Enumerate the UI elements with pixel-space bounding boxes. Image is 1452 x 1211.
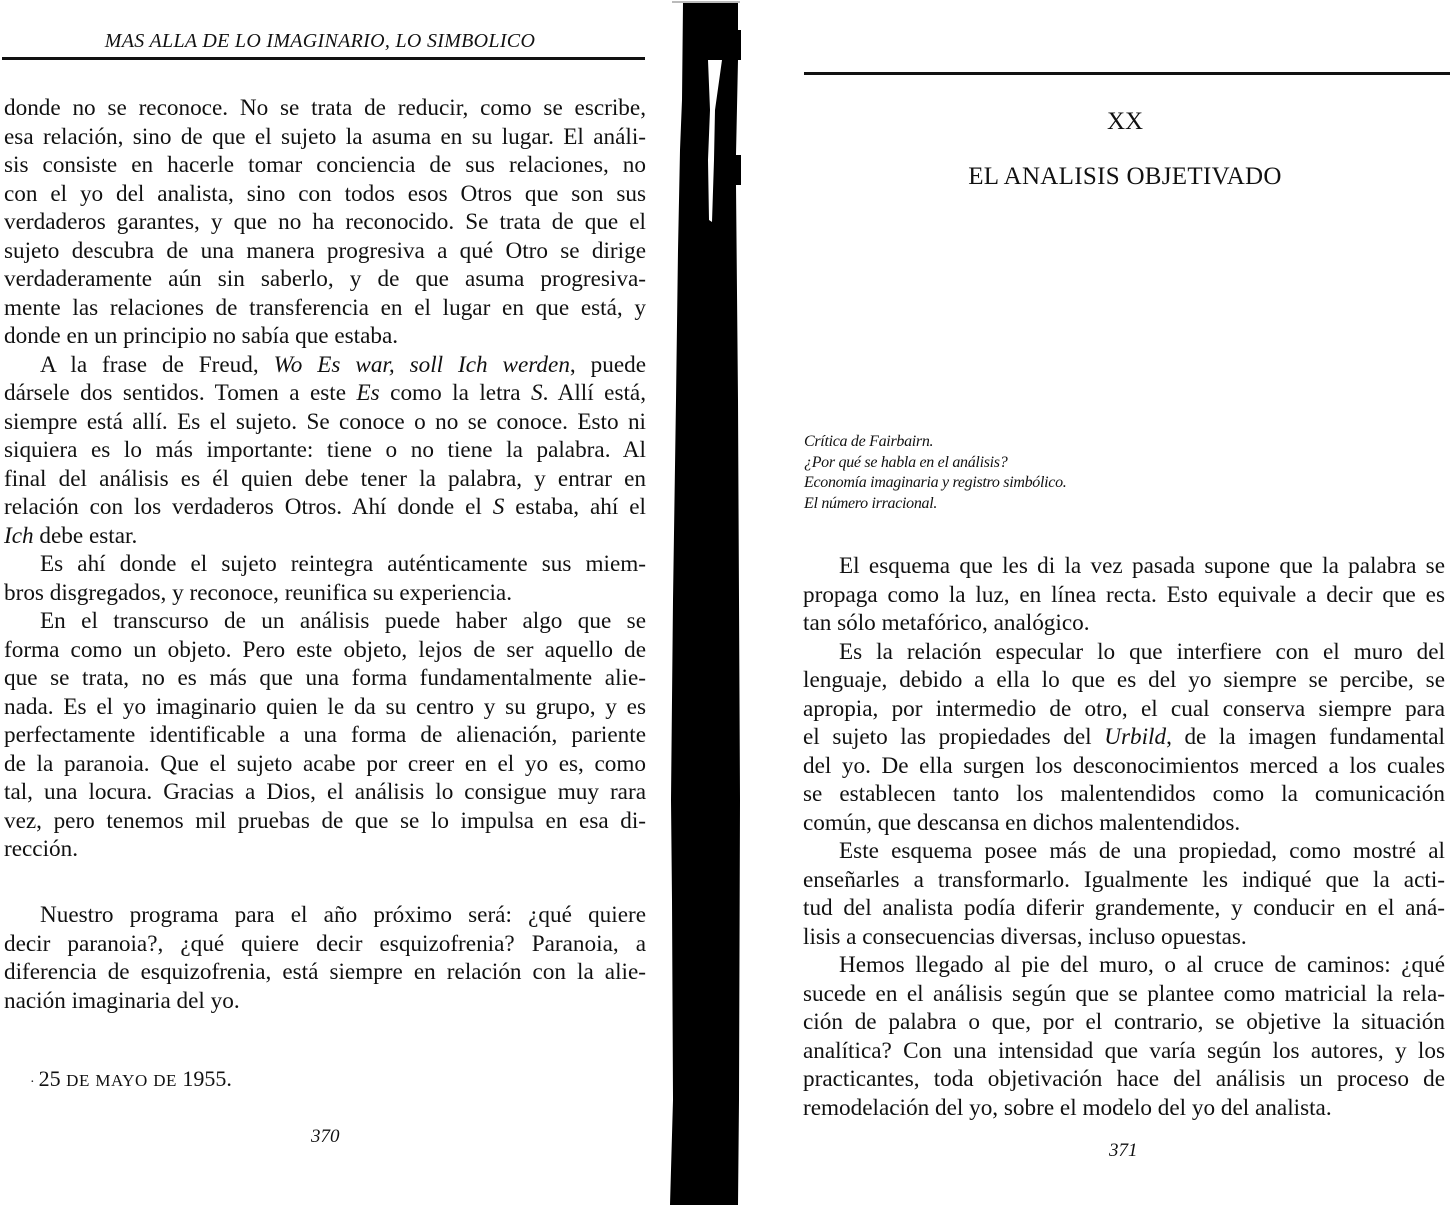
text-line: bros disgregados, y reconoce, reunifica su experiencia. [4, 579, 512, 606]
right-page [800, 0, 1452, 1211]
text-line: verdaderamente aún sin saberlo, y de que asuma progresiva- [4, 266, 646, 292]
text-line: nación imaginaria del yo. [4, 987, 240, 1014]
chapter-number: XX [1106, 108, 1144, 135]
page-number: 370 [311, 1126, 340, 1147]
text-line: sujeto descubra de una manera progresiva a qué Otro se dirige [4, 237, 646, 264]
text-line: sis consiste en hacerle tomar conciencia de sus relaciones, no [4, 152, 646, 178]
text-line: final del análisis es él quien debe tener la palabra, y entrar en [4, 465, 646, 492]
text-line: Este esquema posee más de una propiedad, como mostré al [839, 838, 1445, 864]
left-page [0, 0, 650, 1211]
text-line: En el transcurso de un análisis puede haber algo que se [40, 608, 646, 634]
stray-mark: · [30, 1075, 35, 1090]
chapter-title: EL ANALISIS OBJETIVADO [968, 163, 1282, 190]
text-line: esa relación, sino de que el sujeto la asuma en su lugar. El análi- [4, 123, 646, 150]
text-line: enseñarles a transformarlo. Igualmente les indiqué que la acti- [803, 866, 1445, 893]
chapter-summary [804, 432, 1067, 514]
text-line: tan sólo metafórico, analógico. [803, 610, 1090, 636]
text-line: se establecen tanto los malentendidos como la comunicación [803, 781, 1445, 807]
text-line: Es ahí donde el sujeto reintegra auténticamente sus miem- [40, 551, 646, 577]
summary-item: Economía imaginaria y registro simbólico. [804, 474, 1067, 491]
text-line: siquiera es lo más importante: tiene o no tiene la palabra. Al [4, 437, 646, 463]
text-line: El esquema que les di la vez pasada supone que la palabra se [839, 553, 1445, 579]
italic-quote: Wo Es war, soll Ich werden [273, 351, 570, 378]
text-line: donde no se reconoce. No se trata de reducir, como se escribe, [4, 95, 646, 121]
text-line: verdaderos garantes, y que no ha reconocido. Se trata de que el [4, 209, 646, 235]
text-line: común, que descansa en dichos malentendidos. [803, 809, 1241, 836]
text-line: perfectamente identificable a una forma de alienación, pariente [4, 722, 646, 748]
book-gutter-shadow [668, 0, 748, 1211]
text-line: ción de palabra o que, por el contrario, se objetive la situación [803, 1009, 1445, 1035]
text-line: Es la relación especular lo que interfiere con el muro del [839, 638, 1445, 665]
text-line: el sujeto las propiedades del Urbild, de la imagen fundamental [803, 724, 1445, 750]
text-line: propaga como la luz, en línea recta. Esto equivale a decir que es [803, 581, 1445, 608]
text-line: lisis a consecuencias diversas, incluso opuestas. [803, 923, 1247, 950]
text-line: siempre está allí. Es el sujeto. Se conoce o no se conoce. Esto ni [4, 408, 646, 435]
left-body-text [4, 94, 646, 864]
header-rule [2, 57, 645, 60]
session-date: · 25 DE MAYO DE 1955. [30, 1066, 232, 1091]
text-line: con el yo del analista, sino con todos esos Otros que son sus [4, 180, 646, 207]
text-line: Nuestro programa para el año próximo será: ¿qué quiere [40, 902, 646, 928]
text-line: relación con los verdaderos Otros. Ahí donde el S estaba, ahí el [4, 494, 647, 520]
text-line: Hemos llegado al pie del muro, o al cruce de caminos: ¿qué [839, 952, 1445, 978]
text-line: donde en un principio no sabía que estaba. [4, 323, 399, 349]
page-number: 371 [1109, 1140, 1138, 1161]
summary-item: Crítica de Fairbairn. [804, 433, 934, 450]
text-line: analítica? Con una intensidad que varía según los autores, y los [803, 1037, 1445, 1064]
text-line: remodelación del yo, sobre el modelo del yo del analista. [803, 1094, 1332, 1121]
text-line: nada. Es el yo imaginario quien le da su centro y su grupo, y es [4, 693, 646, 720]
text-line: de la paranoia. Que el sujeto acabe por creer en el yo es, como [4, 750, 646, 777]
text-line: del yo. De ella surgen los desconocimientos merced a los cuales [803, 752, 1445, 779]
running-head: MAS ALLA DE LO IMAGINARIO, LO SIMBOLICO [104, 30, 536, 52]
text-line: tud del analista podía diferir grandemente, y conducir en el aná- [803, 895, 1445, 921]
text-line: Ich debe estar. [4, 522, 138, 549]
header-rule [804, 72, 1450, 75]
text-line: vez, pero tenemos mil pruebas de que se lo impulsa en esa di- [4, 807, 646, 834]
text-line: practicantes, toda objetivación hace del análisis un proceso de [803, 1066, 1445, 1092]
text-line: diferencia de esquizofrenia, está siempre en relación con la alie- [4, 959, 646, 985]
text-line: que se trata, no es más que una forma fundamentalmente alie- [4, 665, 646, 691]
text-line: sucede en el análisis según que se plantee como matricial la rela- [803, 980, 1445, 1007]
text-line: A la frase de Freud, Wo Es war, soll Ich werden, puede [40, 351, 646, 378]
text-line: dársele dos sentidos. Tomen a este Es como la letra S. Allí está, [4, 380, 647, 406]
text-line: forma como un objeto. Pero este objeto, lejos de ser aquello de [4, 636, 646, 663]
italic-term: Urbild [1104, 724, 1167, 750]
text-line: rección. [4, 836, 79, 862]
left-body-closing [4, 901, 646, 1015]
text-line: tal, una locura. Gracias a Dios, el análisis lo consigue muy rara [4, 779, 646, 805]
text-line: mente las relaciones de transferencia en el lugar en que está, y [4, 294, 646, 321]
right-body-text [803, 552, 1445, 1122]
text-line: decir paranoia?, ¿qué quiere decir esquizofrenia? Paranoia, a [4, 930, 646, 957]
summary-item: ¿Por qué se habla en el análisis? [804, 453, 1008, 471]
text-line: lenguaje, debido a ella lo que es del yo siempre se percibe, se [803, 667, 1445, 693]
summary-item: El número irracional. [804, 494, 938, 512]
text-line: apropia, por intermedio de otro, el cual conserva siempre para [803, 695, 1445, 722]
